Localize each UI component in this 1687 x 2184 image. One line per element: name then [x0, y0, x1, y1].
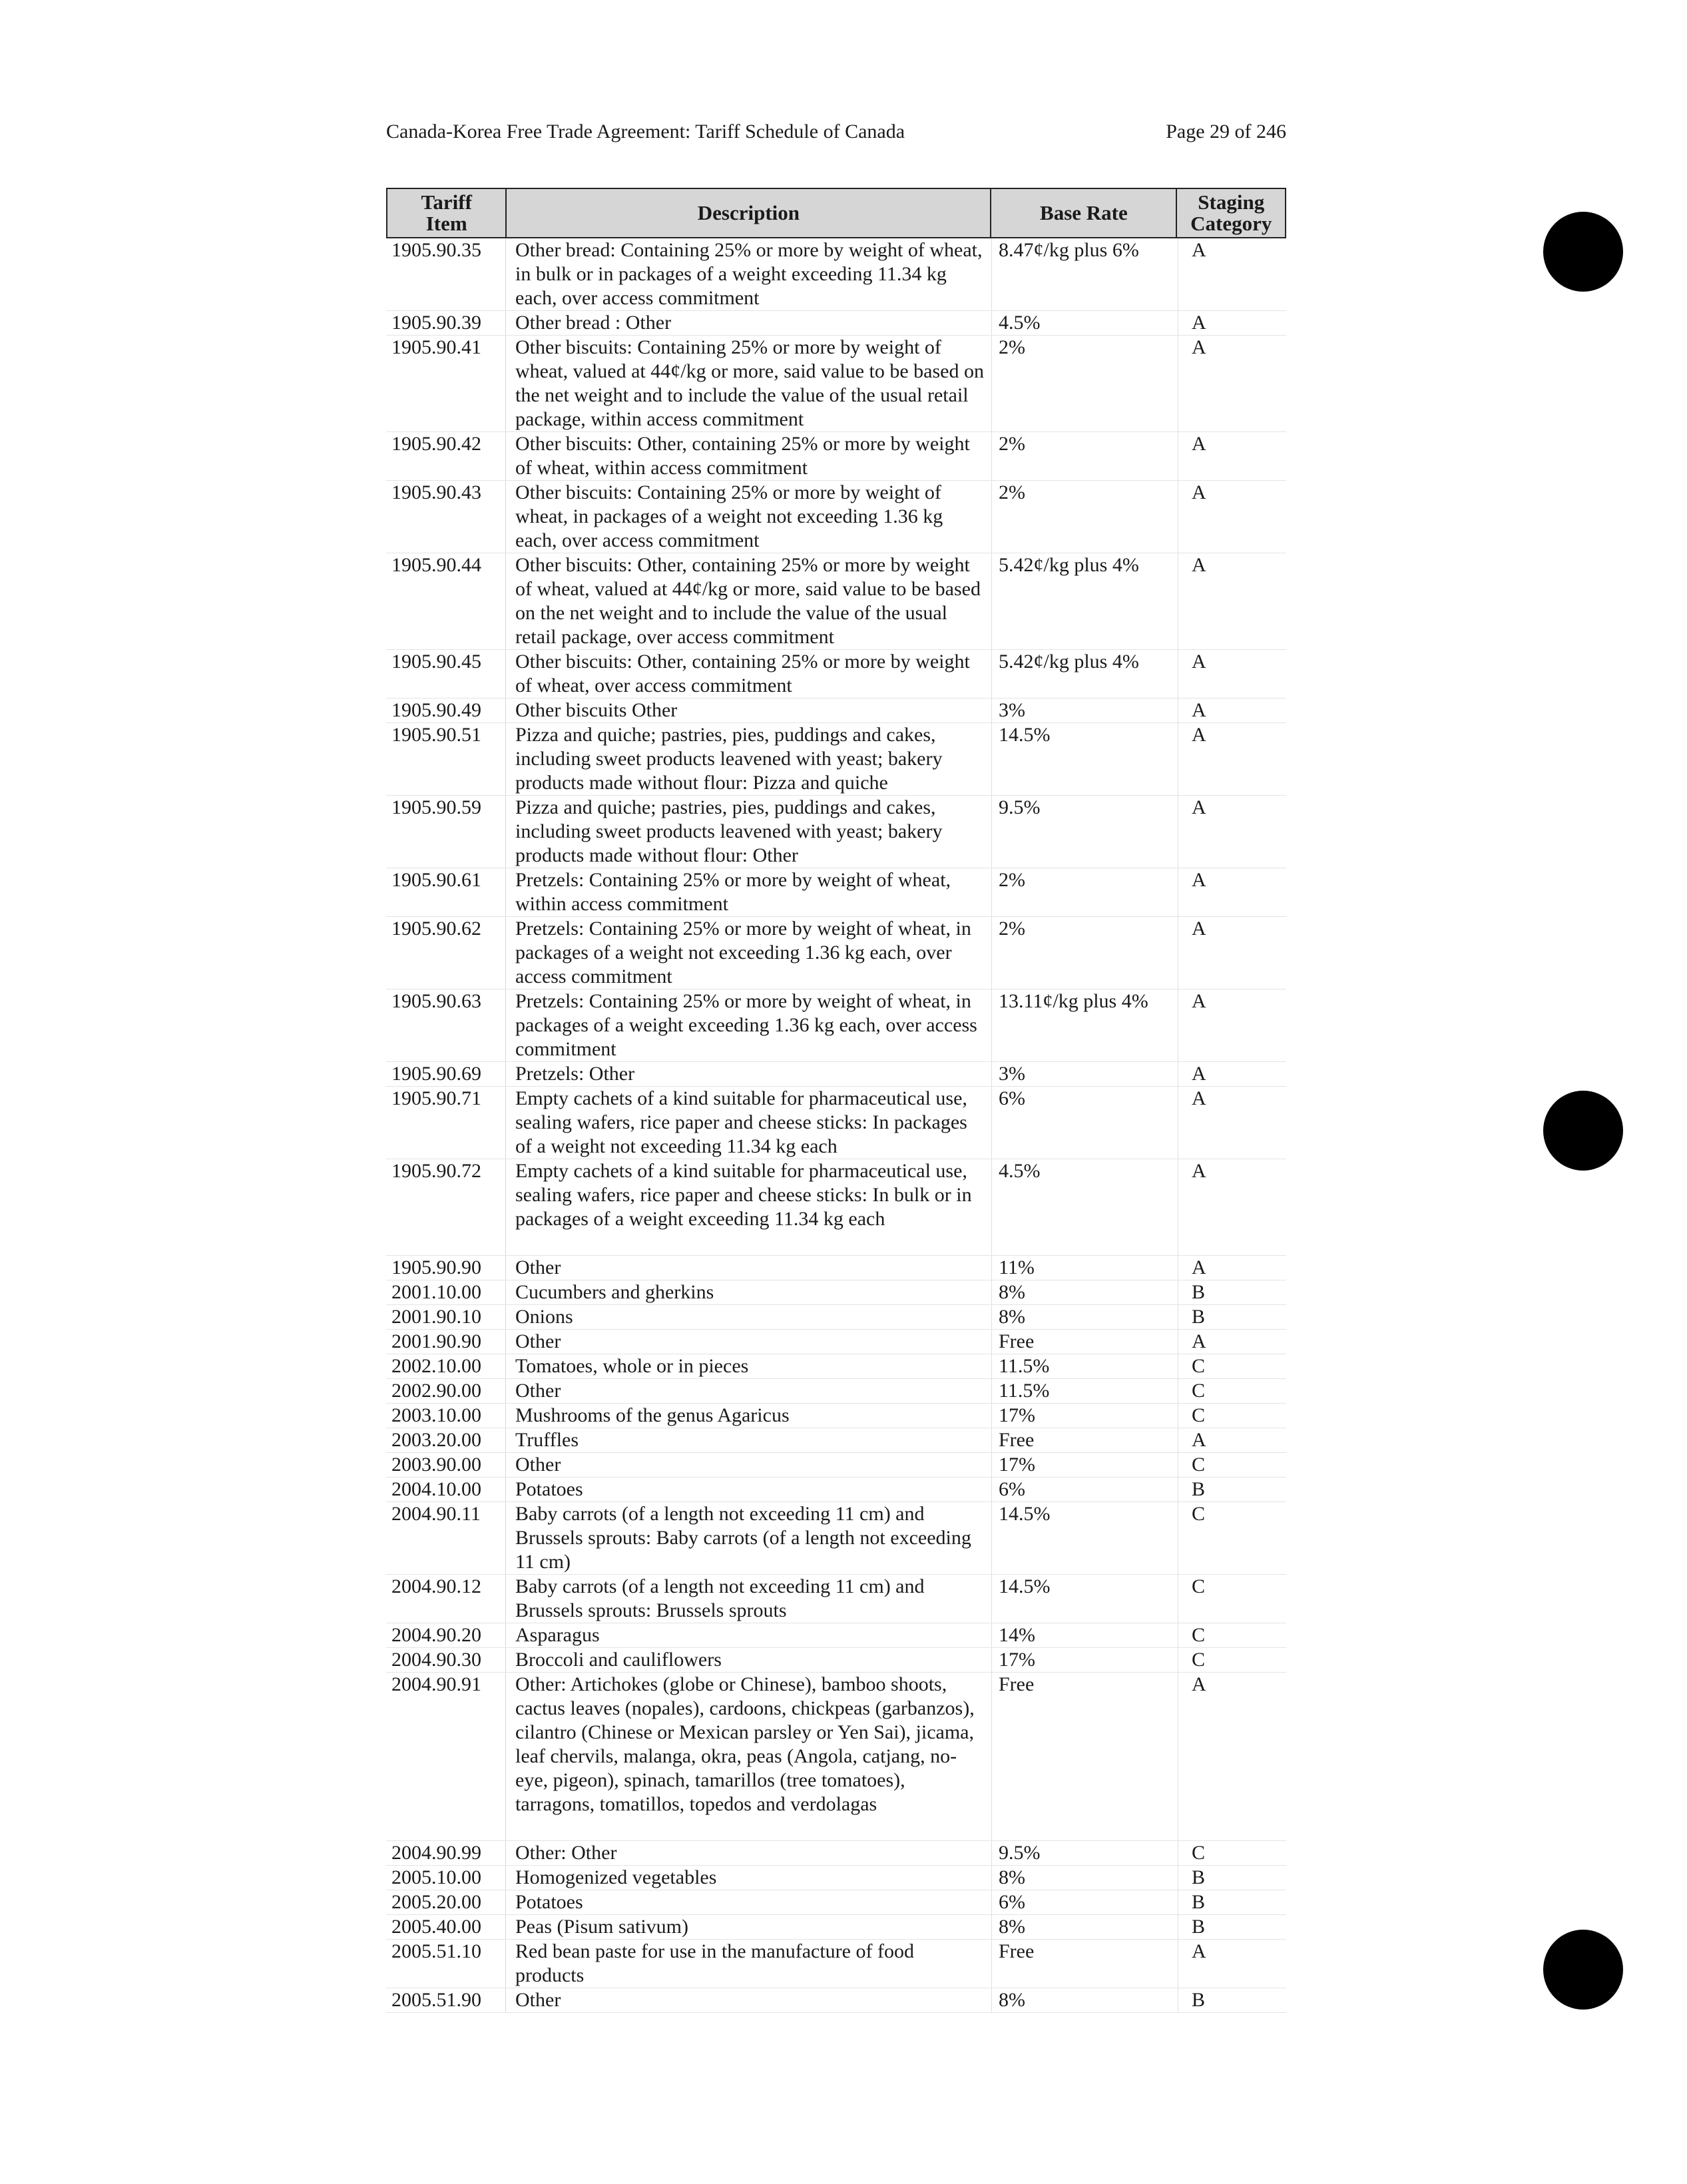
staging-category-cell: A [1192, 554, 1206, 576]
binder-hole-top [1543, 212, 1623, 292]
staging-category-cell: C [1192, 1380, 1206, 1402]
base-rate-cell: 2% [992, 432, 1178, 480]
column-header-base-rate: Base Rate [991, 189, 1177, 237]
table-row [386, 1354, 1286, 1379]
table-row [386, 698, 1286, 723]
tariff-item-cell: 2001.10.00 [386, 1280, 506, 1304]
base-rate-cell: 14.5% [992, 723, 1178, 795]
staging-category-cell: C [1192, 1649, 1206, 1671]
staging-category-cell: C [1192, 1404, 1206, 1426]
table-row [386, 1988, 1286, 2013]
description-cell: Other biscuits: Other, containing 25% or more by weight of wheat, within access commitment [506, 432, 992, 480]
table-row [386, 868, 1286, 917]
page-number: Page 29 of 246 [1166, 121, 1286, 142]
tariff-item-cell: 2005.51.10 [386, 1940, 506, 1988]
table-row [386, 723, 1286, 796]
staging-category-cell: C [1192, 1355, 1206, 1377]
staging-category-cell: A [1192, 239, 1206, 261]
staging-category-cell: A [1192, 1330, 1206, 1352]
table-row [386, 1159, 1286, 1256]
staging-category-cell: A [1192, 1256, 1206, 1278]
tariff-item-cell: 1905.90.59 [386, 796, 506, 868]
table-row [386, 1087, 1286, 1159]
base-rate-cell: 9.5% [992, 1841, 1178, 1865]
description-cell: Other biscuits Other [506, 698, 992, 722]
description-cell: Baby carrots (of a length not exceeding 11 cm) and Brussels sprouts: Baby carrots (of a length not exceeding 11 cm) [506, 1502, 992, 1574]
staging-category-cell: A [1192, 699, 1206, 721]
description-cell: Other [506, 1330, 992, 1354]
base-rate-cell: 8% [992, 1305, 1178, 1329]
description-cell: Other biscuits: Other, containing 25% or more by weight of wheat, over access commitment [506, 650, 992, 698]
staging-category-cell: A [1192, 990, 1206, 1012]
binder-hole-middle [1543, 1091, 1623, 1171]
staging-category-cell: A [1192, 1940, 1206, 1962]
staging-category-cell: A [1192, 1429, 1206, 1451]
base-rate-cell: 11.5% [992, 1379, 1178, 1403]
description-cell: Cucumbers and gherkins [506, 1280, 992, 1304]
base-rate-cell: 9.5% [992, 796, 1178, 868]
table-header [386, 188, 1286, 238]
description-cell: Pretzels: Containing 25% or more by weight of wheat, in packages of a weight exceeding 1.36 kg each, over access commitment [506, 989, 992, 1061]
staging-category-cell: B [1192, 1281, 1206, 1303]
tariff-item-cell: 1905.90.71 [386, 1087, 506, 1159]
base-rate-cell: 4.5% [992, 1159, 1178, 1255]
table-row [386, 1915, 1286, 1940]
description-cell: Other biscuits: Containing 25% or more by weight of wheat, in packages of a weight not exceeding 1.36 kg each, over access commitment [506, 481, 992, 553]
tariff-item-cell: 2002.90.00 [386, 1379, 506, 1403]
staging-category-cell: C [1192, 1503, 1206, 1525]
tariff-item-cell: 2004.90.11 [386, 1502, 506, 1574]
table-row [386, 1673, 1286, 1841]
staging-category-cell: A [1192, 312, 1206, 334]
staging-category-cell: C [1192, 1624, 1206, 1646]
table-row [386, 989, 1286, 1062]
description-cell: Pretzels: Containing 25% or more by weight of wheat, in packages of a weight not exceeding 1.36 kg each, over access commitment [506, 917, 992, 989]
staging-category-cell: A [1192, 481, 1206, 503]
description-cell: Potatoes [506, 1478, 992, 1502]
tariff-item-cell: 1905.90.45 [386, 650, 506, 698]
table-row [386, 917, 1286, 989]
table-row [386, 1062, 1286, 1087]
staging-category-cell: A [1192, 869, 1206, 891]
tariff-item-cell: 1905.90.62 [386, 917, 506, 989]
base-rate-cell: 6% [992, 1478, 1178, 1502]
description-cell: Potatoes [506, 1890, 992, 1914]
base-rate-cell: 13.11¢/kg plus 4% [992, 989, 1178, 1061]
base-rate-cell: 2% [992, 917, 1178, 989]
tariff-item-cell: 2003.20.00 [386, 1428, 506, 1452]
table-row [386, 1841, 1286, 1866]
staging-category-cell: B [1192, 1306, 1206, 1328]
description-cell: Pretzels: Other [506, 1062, 992, 1086]
tariff-item-cell: 2004.90.20 [386, 1623, 506, 1647]
table-row [386, 1890, 1286, 1915]
description-cell: Other [506, 1453, 992, 1477]
tariff-item-cell: 2001.90.90 [386, 1330, 506, 1354]
staging-category-cell: B [1192, 1891, 1206, 1913]
base-rate-cell: 8.47¢/kg plus 6% [992, 238, 1178, 310]
table-row [386, 1478, 1286, 1502]
column-header-staging-category: Staging Category [1190, 190, 1272, 235]
tariff-item-cell: 1905.90.43 [386, 481, 506, 553]
description-cell: Other bread: Containing 25% or more by weight of wheat, in bulk or in packages of a weight exceeding 11.34 kg each, over access commitment [506, 238, 992, 310]
base-rate-cell: 8% [992, 1988, 1178, 2012]
staging-category-cell: A [1192, 918, 1206, 940]
description-cell: Homogenized vegetables [506, 1866, 992, 1890]
base-rate-cell: Free [992, 1330, 1178, 1354]
staging-category-cell: A [1192, 651, 1206, 673]
base-rate-cell: 3% [992, 1062, 1178, 1086]
tariff-item-cell: 2005.20.00 [386, 1890, 506, 1914]
tariff-item-cell: 1905.90.41 [386, 336, 506, 431]
tariff-item-cell: 2004.90.91 [386, 1673, 506, 1840]
tariff-item-cell: 1905.90.90 [386, 1256, 506, 1280]
table-row [386, 1623, 1286, 1648]
base-rate-cell: Free [992, 1428, 1178, 1452]
base-rate-cell: 11% [992, 1256, 1178, 1280]
column-header-tariff-item: Tariff Item [387, 189, 507, 237]
staging-category-cell: A [1192, 796, 1206, 818]
table-row [386, 1940, 1286, 1988]
table-row [386, 432, 1286, 481]
base-rate-cell: Free [992, 1673, 1178, 1840]
table-row [386, 1305, 1286, 1330]
staging-category-cell: A [1192, 336, 1206, 358]
table-row [386, 311, 1286, 336]
staging-category-cell: B [1192, 1916, 1206, 1938]
tariff-item-cell: 2002.10.00 [386, 1354, 506, 1378]
staging-category-cell: A [1192, 1063, 1206, 1085]
tariff-item-cell: 2005.51.90 [386, 1988, 506, 2012]
description-cell: Onions [506, 1305, 992, 1329]
base-rate-cell: 17% [992, 1648, 1178, 1672]
table-row [386, 238, 1286, 311]
page-header [386, 119, 1286, 145]
base-rate-cell: 4.5% [992, 311, 1178, 335]
table-row [386, 1379, 1286, 1404]
tariff-table-body [386, 238, 1286, 2013]
description-cell: Baby carrots (of a length not exceeding 11 cm) and Brussels sprouts: Brussels sprouts [506, 1575, 992, 1623]
description-cell: Empty cachets of a kind suitable for pharmaceutical use, sealing wafers, rice paper and cheese sticks: In bulk or in packages of a weight exceeding 11.34 kg each [506, 1159, 992, 1255]
base-rate-cell: 14.5% [992, 1575, 1178, 1623]
table-row [386, 1866, 1286, 1890]
table-row [386, 1404, 1286, 1428]
tariff-item-cell: 2004.90.12 [386, 1575, 506, 1623]
table-row [386, 1330, 1286, 1354]
tariff-item-cell: 1905.90.63 [386, 989, 506, 1061]
column-header-description: Description [507, 189, 991, 237]
description-cell: Pizza and quiche; pastries, pies, puddings and cakes, including sweet products leavened with yeast; bakery products made without flour: Pizza and quiche [506, 723, 992, 795]
staging-category-cell: A [1192, 1087, 1206, 1109]
base-rate-cell: 17% [992, 1453, 1178, 1477]
table-row [386, 1575, 1286, 1623]
table-row [386, 1648, 1286, 1673]
base-rate-cell: 8% [992, 1280, 1178, 1304]
tariff-item-cell: 1905.90.49 [386, 698, 506, 722]
description-cell: Other: Artichokes (globe or Chinese), bamboo shoots, cactus leaves (nopales), cardoons, chickpeas (garbanzos), cilantro (Chinese or Mexican parsley or Yen Sai), jicama, leaf chervils, malanga, okra, peas (Angola, catjang, no-eye, pigeon), spinach, tamarillos (tree tomatoes), tarragons, tomatillos, topedos and verdolagas [506, 1673, 992, 1840]
description-cell: Empty cachets of a kind suitable for pharmaceutical use, sealing wafers, rice paper and cheese sticks: In packages of a weight not exceeding 11.34 kg each [506, 1087, 992, 1159]
table-row [386, 1502, 1286, 1575]
staging-category-cell: B [1192, 1478, 1206, 1500]
tariff-item-cell: 1905.90.61 [386, 868, 506, 916]
base-rate-cell: 3% [992, 698, 1178, 722]
base-rate-cell: 14.5% [992, 1502, 1178, 1574]
base-rate-cell: 2% [992, 336, 1178, 431]
tariff-item-cell: 2004.10.00 [386, 1478, 506, 1502]
staging-category-cell: A [1192, 724, 1206, 746]
staging-category-cell: A [1192, 1160, 1206, 1182]
tariff-item-cell: 1905.90.39 [386, 311, 506, 335]
table-row [386, 1453, 1286, 1478]
description-cell: Broccoli and cauliflowers [506, 1648, 992, 1672]
table-row [386, 796, 1286, 868]
tariff-item-cell: 2005.40.00 [386, 1915, 506, 1939]
tariff-item-cell: 1905.90.42 [386, 432, 506, 480]
description-cell: Other biscuits: Containing 25% or more by weight of wheat, valued at 44¢/kg or more, said value to be based on the net weight and to include the value of the usual retail package, within access commitment [506, 336, 992, 431]
description-cell: Other bread : Other [506, 311, 992, 335]
base-rate-cell: 8% [992, 1866, 1178, 1890]
tariff-item-cell: 1905.90.35 [386, 238, 506, 310]
description-cell: Other [506, 1988, 992, 2012]
description-cell: Other [506, 1379, 992, 1403]
base-rate-cell: 5.42¢/kg plus 4% [992, 553, 1178, 649]
description-cell: Asparagus [506, 1623, 992, 1647]
base-rate-cell: 17% [992, 1404, 1178, 1428]
document-title: Canada-Korea Free Trade Agreement: Tariff Schedule of Canada [386, 121, 905, 142]
tariff-item-cell: 2004.90.30 [386, 1648, 506, 1672]
tariff-item-cell: 1905.90.69 [386, 1062, 506, 1086]
staging-category-cell: C [1192, 1842, 1206, 1864]
description-cell: Other biscuits: Other, containing 25% or more by weight of wheat, valued at 44¢/kg or more, said value to be based on the net weight and to include the value of the usual retail package, over access commitment [506, 553, 992, 649]
description-cell: Tomatoes, whole or in pieces [506, 1354, 992, 1378]
tariff-item-cell: 2003.90.00 [386, 1453, 506, 1477]
staging-category-cell: C [1192, 1575, 1206, 1597]
description-cell: Pretzels: Containing 25% or more by weight of wheat, within access commitment [506, 868, 992, 916]
base-rate-cell: 2% [992, 481, 1178, 553]
table-row [386, 481, 1286, 553]
table-row [386, 650, 1286, 698]
base-rate-cell: 6% [992, 1890, 1178, 1914]
base-rate-cell: 8% [992, 1915, 1178, 1939]
table-row [386, 553, 1286, 650]
staging-category-cell: C [1192, 1454, 1206, 1476]
table-row [386, 1428, 1286, 1453]
description-cell: Red bean paste for use in the manufacture of food products [506, 1940, 992, 1988]
table-row [386, 1280, 1286, 1305]
staging-category-cell: A [1192, 433, 1206, 455]
table-row [386, 336, 1286, 432]
base-rate-cell: 11.5% [992, 1354, 1178, 1378]
description-cell: Other: Other [506, 1841, 992, 1865]
table-row [386, 1256, 1286, 1280]
staging-category-cell: A [1192, 1673, 1206, 1695]
description-cell: Peas (Pisum sativum) [506, 1915, 992, 1939]
base-rate-cell: 5.42¢/kg plus 4% [992, 650, 1178, 698]
staging-category-cell: B [1192, 1989, 1206, 2011]
base-rate-cell: Free [992, 1940, 1178, 1988]
base-rate-cell: 6% [992, 1087, 1178, 1159]
tariff-item-cell: 1905.90.44 [386, 553, 506, 649]
description-cell: Mushrooms of the genus Agaricus [506, 1404, 992, 1428]
tariff-item-cell: 2005.10.00 [386, 1866, 506, 1890]
base-rate-cell: 2% [992, 868, 1178, 916]
tariff-item-cell: 2001.90.10 [386, 1305, 506, 1329]
staging-category-cell: B [1192, 1866, 1206, 1888]
binder-hole-bottom [1543, 1930, 1623, 2010]
description-cell: Truffles [506, 1428, 992, 1452]
description-cell: Other [506, 1256, 992, 1280]
tariff-item-cell: 2003.10.00 [386, 1404, 506, 1428]
base-rate-cell: 14% [992, 1623, 1178, 1647]
tariff-item-cell: 2004.90.99 [386, 1841, 506, 1865]
tariff-item-cell: 1905.90.72 [386, 1159, 506, 1255]
description-cell: Pizza and quiche; pastries, pies, puddings and cakes, including sweet products leavened with yeast; bakery products made without flour: Other [506, 796, 992, 868]
tariff-item-cell: 1905.90.51 [386, 723, 506, 795]
